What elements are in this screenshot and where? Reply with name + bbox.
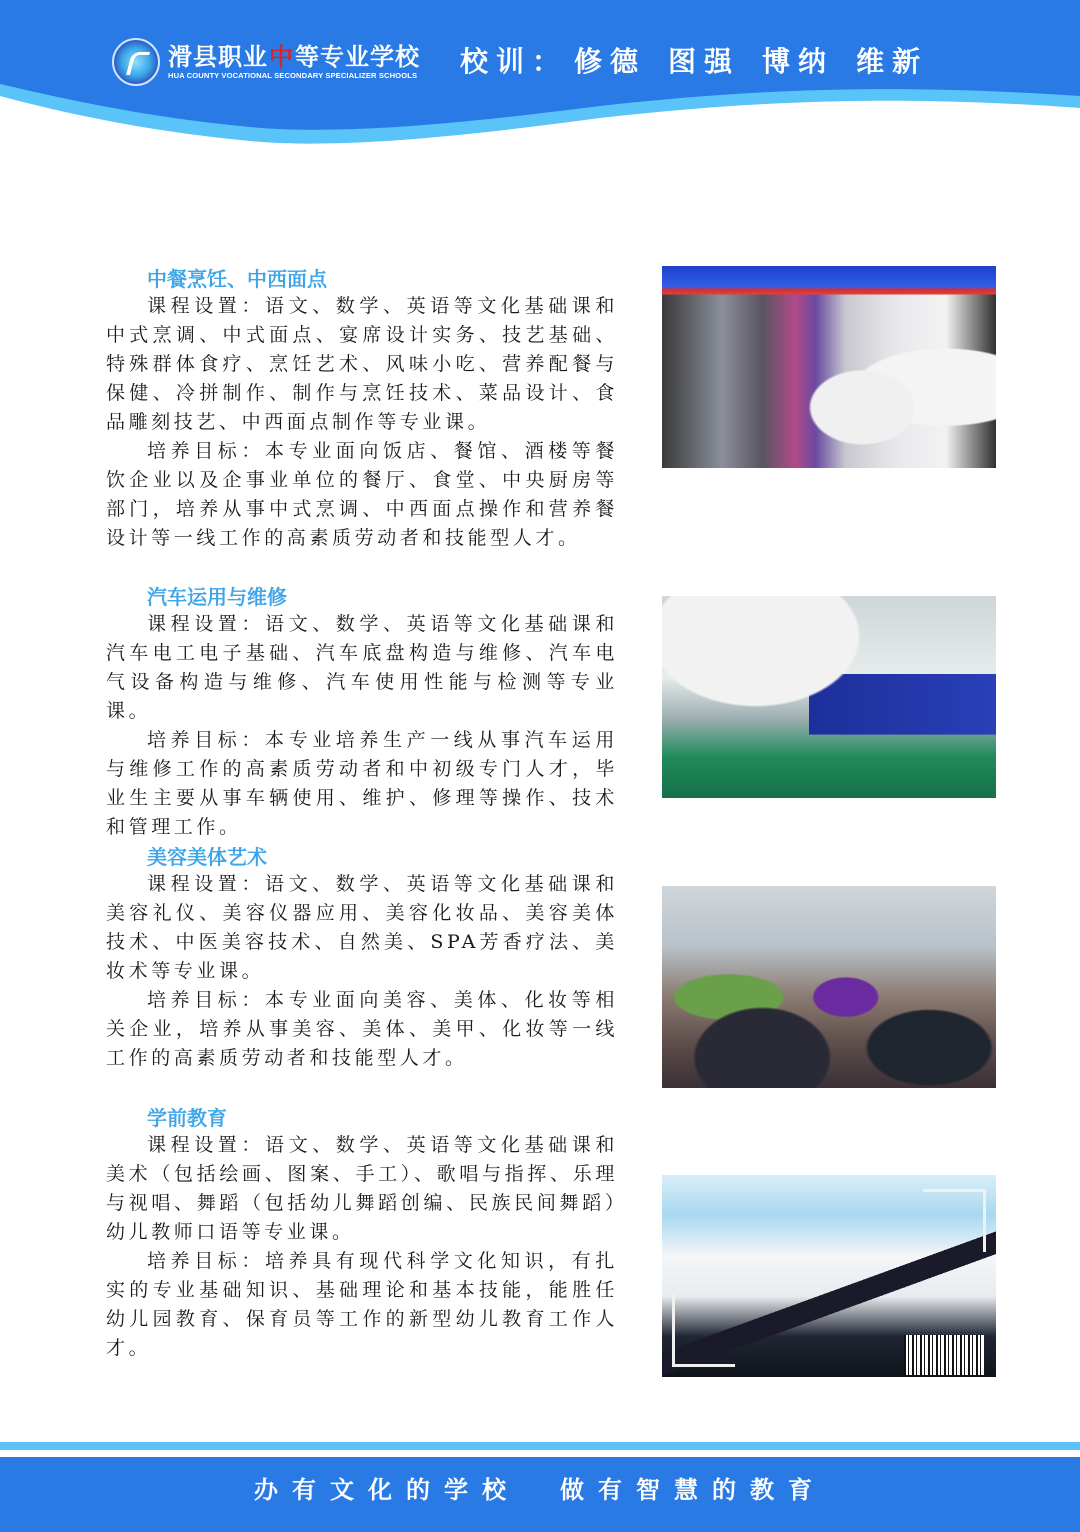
cooking-students-photo [662,266,996,468]
objective-text: 培养目标：培养具有现代科学文化知识，有扎实的专业基础知识、基础理论和基本技能，能胜任幼儿园教育、保育员等工作的新型幼儿教育工作人才。 [106,1250,618,1359]
school-name-part1: 滑县职业 [168,43,268,71]
program-section-beauty [106,844,618,1073]
program-section-auto [106,584,618,842]
school-name-mark: 中 [269,43,294,71]
motto-item: 修德 [574,45,647,78]
photo-frame-corner [923,1189,986,1252]
curriculum-text: 课程设置：语文、数学、英语等文化基础课和美容礼仪、美容仪器应用、美容化妆品、美容美体技术、中医美容技术、自然美、SPA芳香疗法、美妆术等专业课。 [106,873,618,982]
objective-text: 培养目标：本专业培养生产一线从事汽车运用与维修工作的高素质劳动者和中初级专门人才，毕业生主要从事车辆使用、维护、修理等操作、技术和管理工作。 [106,729,618,838]
section-title: 美容美体艺术 [147,845,267,869]
section-title: 中餐烹饪、中西面点 [147,267,327,291]
section-title: 学前教育 [147,1106,227,1130]
program-section-cooking [106,266,618,553]
slogan-left: 办有文化的学校 [254,1476,520,1504]
footer-slogan [0,1470,1080,1505]
motto-item: 博纳 [762,45,835,78]
slogan-right: 做有智慧的教育 [560,1476,826,1504]
barcode-icon [904,1335,984,1375]
school-logo [112,38,420,86]
curriculum-text: 课程设置：语文、数学、英语等文化基础课和美术（包括绘画、图案、手工）、歌唱与指挥、乐理与视唱、舞蹈（包括幼儿舞蹈创编、民族民间舞蹈）幼儿教师口语等专业课。 [106,1134,618,1243]
motto-item: 图强 [668,45,741,78]
objective-text: 培养目标：本专业面向饭店、餐馆、酒楼等餐饮企业以及企事业单位的餐厅、食堂、中央厨房等部门，培养从事中式烹调、中西面点操作和营养餐设计等一线工作的高素质劳动者和技能型人才。 [106,440,618,549]
beauty-class-photo [662,886,996,1088]
footer-accent-strip [0,1442,1080,1450]
curriculum-text: 课程设置：语文、数学、英语等文化基础课和汽车电工电子基础、汽车底盘构造与维修、汽车电气设备构造与维修、汽车使用性能与检测等专业课。 [106,613,618,722]
school-name-part2: 等专业学校 [295,43,420,71]
school-motto [460,40,950,80]
motto-item: 维新 [856,45,929,78]
objective-text: 培养目标：本专业面向美容、美体、化妆等相关企业，培养从事美容、美体、美甲、化妆等一线工作的高素质劳动者和技能型人才。 [106,989,618,1069]
section-title: 汽车运用与维修 [147,585,287,609]
program-section-preschool [106,1105,618,1363]
school-name-cn [168,43,420,71]
page-header [0,0,1080,170]
dance-practice-photo [662,1175,996,1377]
curriculum-text: 课程设置：语文、数学、英语等文化基础课和中式烹调、中式面点、宴席设计实务、技艺基础、特殊群体食疗、烹饪艺术、风味小吃、营养配餐与保健、冷拼制作、制作与烹饪技术、菜品设计、食品雕刻技艺、中西面点制作等专业课。 [106,295,618,433]
motto-label: 校训： [460,45,569,78]
school-emblem-icon [112,38,160,86]
photo-frame-corner [672,1294,735,1367]
auto-repair-workshop-photo [662,596,996,798]
school-name-en: HUA COUNTY VOCATIONAL SECONDARY SPECIALIZER SCHOOLS [168,71,418,80]
